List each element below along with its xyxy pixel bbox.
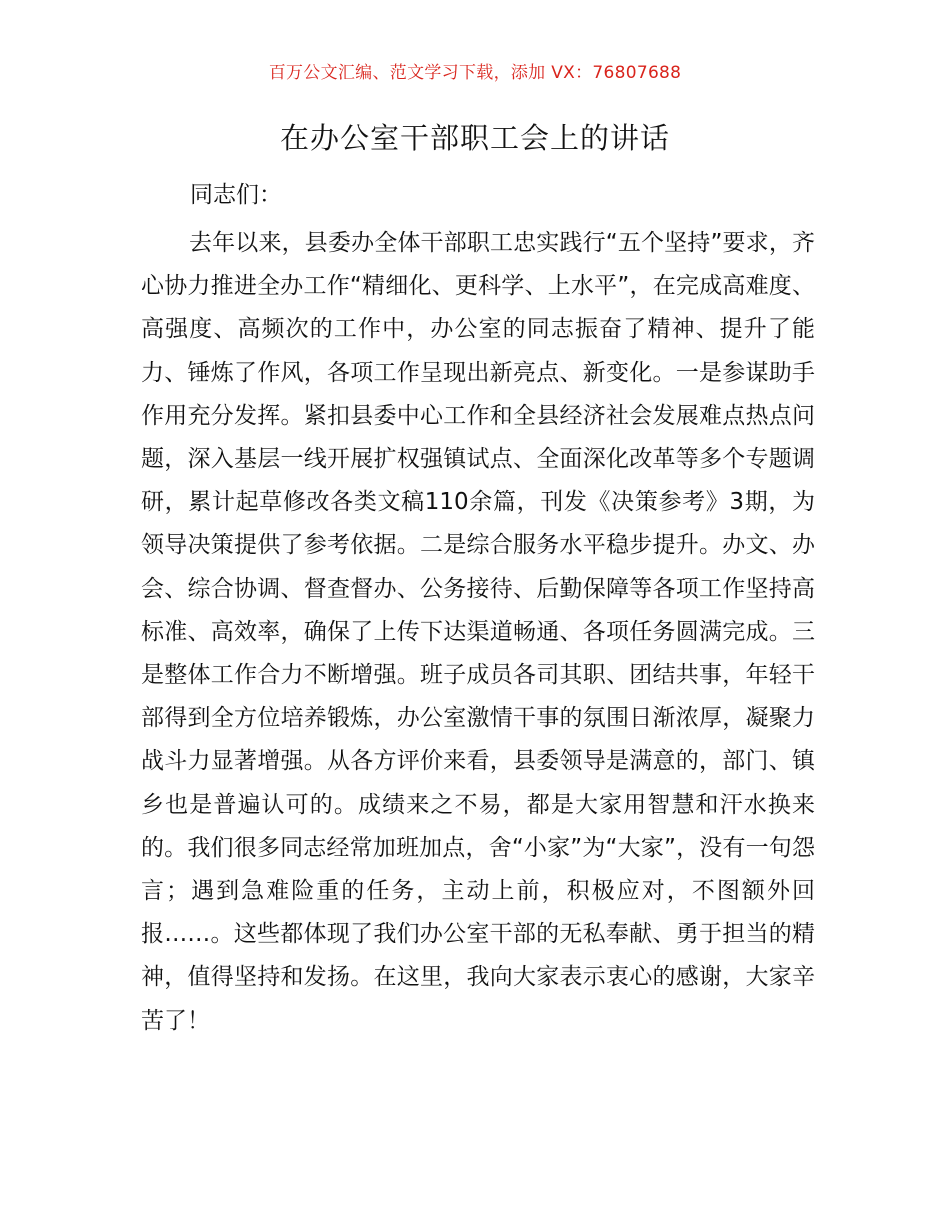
salutation: 同志们： (190, 182, 282, 208)
document-title: 在办公室干部职工会上的讲话 (279, 121, 670, 155)
header-watermark-note: 百万公文汇编、范文学习下载，添加 VX：76807688 (268, 63, 682, 83)
body-paragraph: 去年以来，县委办全体干部职工忠实践行“五个坚持”要求，齐心协力推进全办工作“精细化、更科学、上水平”，在完成高难度、高强度、高频次的工作中，办公室的同志振奋了精神、提升了能力、锤炼了作风，各项工作呈现出新亮点、新变化。一是参谋助手作用充分发挥。紧扣县委中心工作和全县经济社会发展难点热点问题，深入基层一线开展扩权强镇试点、全面深化改革等多个专题调研，累计起草修改各类文稿110余篇，刊发《决策参考》3期，为领导决策提供了参考依据。二是综合服务水平稳步提升。办文、办会、综合协调、督查督办、公务接待、后勤保障等各项工作坚持高标准、高效率，确保了上传下达渠道畅通、各项任务圆满完成。三是整体工作合力不断增强。班子成员各司其职、团结共事，年轻干部得到全方位培养锻炼，办公室激情干事的氛围日渐浓厚，凝聚力战斗力显著增强。从各方评价来看，县委领导是满意的，部门、镇乡也是普遍认可的。成绩来之不易，都是大家用智慧和汗水换来的。我们很多同志经常加班加点，舍“小家”为“大家”，没有一句怨言；遇到急难险重的任务，主动上前，积极应对，不图额外回报……。这些都体现了我们办公室干部的无私奉献、勇于担当的精神，值得坚持和发扬。在这里，我向大家表示衷心的感谢，大家辛苦了！ (141, 230, 815, 1034)
